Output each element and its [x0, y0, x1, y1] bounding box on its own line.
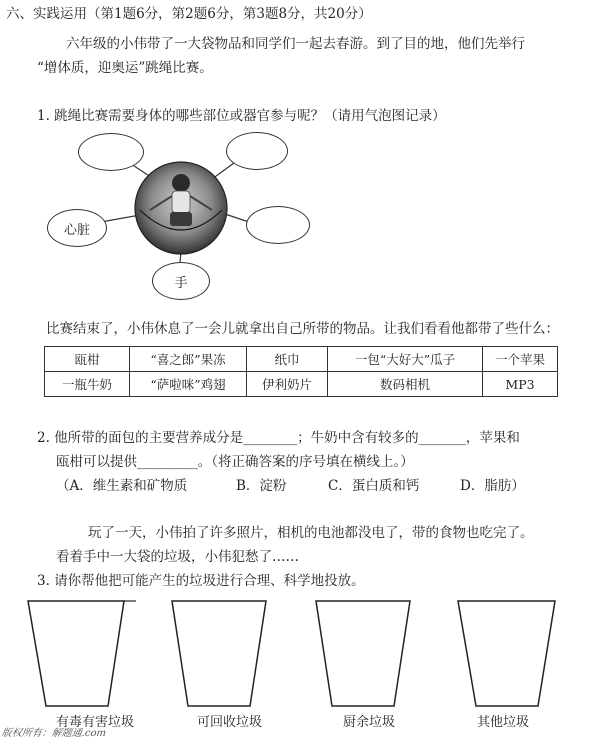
- question-1-prompt: 1. 跳绳比赛需要身体的哪些部位或器官参与呢？（请用气泡图记录）: [37, 108, 446, 124]
- bubble-heart-label: 心脏: [63, 222, 90, 238]
- section-heading: 六、实践运用（第1题6分，第2题6分，第3题8分，共20分）: [6, 6, 372, 22]
- question-2-line-2: 瓯柑可以提供_________。（将正确答案的序号填在横线上。）: [56, 454, 414, 470]
- bin-kitchen-icon[interactable]: [316, 601, 410, 706]
- question-3-prompt: 3. 请你帮他把可能产生的垃圾进行合理、科学地投放。: [37, 573, 365, 589]
- story-line-1: 玩了一天，小伟拍了许多照片，相机的电池都没电了，带的食物也吃完了。: [88, 525, 534, 541]
- table-cell: “萨啦咪”鸡翅: [130, 372, 247, 397]
- bin-hazardous-icon[interactable]: [28, 601, 136, 706]
- question-2-option-d: D．脂肪）: [460, 478, 525, 494]
- table-cell: MP3: [483, 372, 558, 397]
- table-cell: 纸巾: [247, 347, 328, 372]
- table-cell: 一瓶牛奶: [45, 372, 130, 397]
- question-2-line-1: 2. 他所带的面包的主要营养成分是________；牛奶中含有较多的_______，苹果和: [37, 430, 520, 446]
- bin-other-icon[interactable]: [458, 601, 555, 706]
- question-2-option-c: C．蛋白质和钙: [328, 478, 420, 494]
- table-cell: 伊利奶片: [247, 372, 328, 397]
- bin-label-kitchen: 厨余垃圾: [343, 715, 396, 730]
- intro-line-1: 六年级的小伟带了一大袋物品和同学们一起去春游。到了目的地，他们先举行: [66, 36, 525, 52]
- story-line-2: 看着手中一大袋的垃圾，小伟犯愁了……: [56, 549, 299, 565]
- table-cell: 数码相机: [328, 372, 483, 397]
- table-cell: 瓯柑: [45, 347, 130, 372]
- table-cell: “喜之郎”果冻: [130, 347, 247, 372]
- table-cell: 一包“大好大”瓜子: [328, 347, 483, 372]
- watermark: 版权所有：解题通.com: [0, 728, 107, 739]
- question-2-option-b: B．淀粉: [236, 478, 287, 494]
- bin-label-recyclable: 可回收垃圾: [197, 715, 263, 730]
- intro-line-2: “增体质，迎奥运”跳绳比赛。: [37, 60, 213, 76]
- bin-recyclable-icon[interactable]: [172, 601, 266, 706]
- table-cell: 一个苹果: [483, 347, 558, 372]
- bin-label-other: 其他垃圾: [477, 715, 530, 730]
- after-race-text: 比赛结束了，小伟休息了一会儿就拿出自己所带的物品。让我们看看他都带了些什么：: [46, 321, 559, 337]
- question-2-option-a: （A．维生素和矿物质: [56, 478, 188, 494]
- bubble-hand-label: 手: [174, 275, 188, 291]
- bin-label-hazardous: 有毒有害垃圾: [56, 715, 135, 730]
